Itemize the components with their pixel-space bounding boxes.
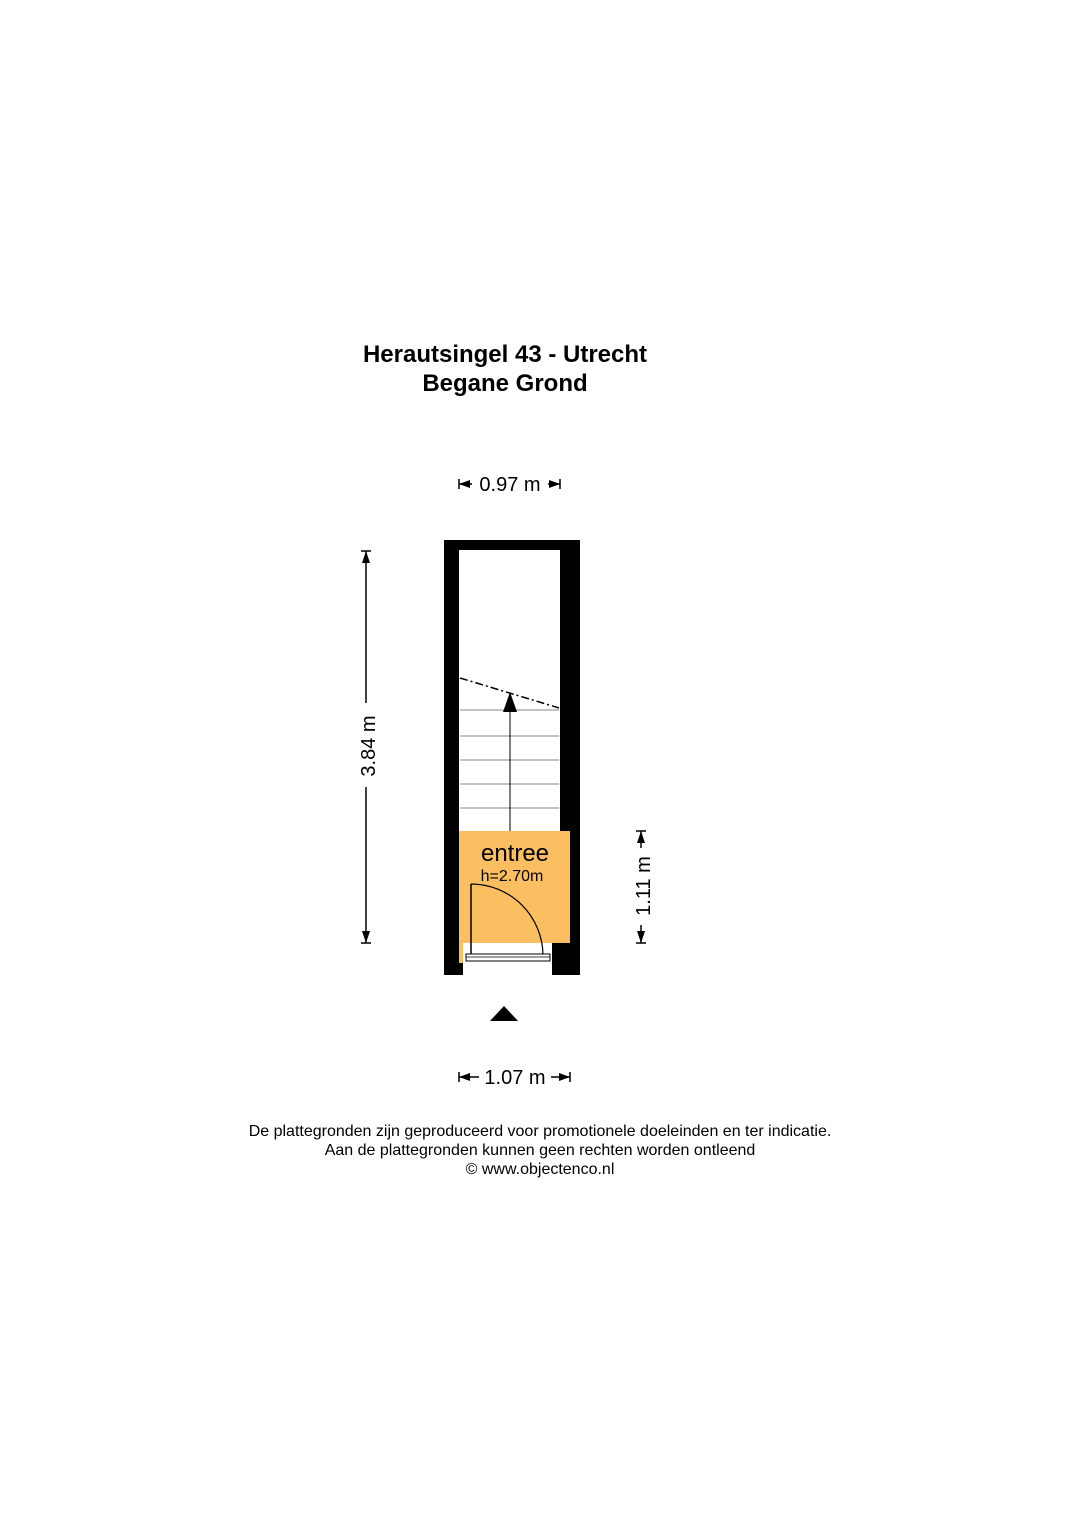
- disclaimer-line-1: De plattegronden zijn geproduceerd voor promotionele doeleinden en ter indicatie.: [248, 1123, 832, 1140]
- floor-name: Begane Grond: [422, 370, 588, 397]
- disclaimer-line-2: Aan de plattegronden kunnen geen rechten worden ontleend: [324, 1142, 756, 1159]
- copyright: © www.objectenco.nl: [465, 1161, 615, 1178]
- plan-title: Herautsingel 43 - Utrecht: [362, 341, 648, 368]
- dimension-left-label: 3.84 m: [358, 715, 380, 777]
- disclaimer: [140, 1122, 940, 1179]
- dimension-bottom-width: [459, 1067, 570, 1089]
- dimension-left-height: [358, 551, 380, 943]
- entrance-triangle-icon: [490, 1006, 518, 1021]
- dimension-bottom-label: 1.07 m: [484, 1067, 546, 1089]
- dimension-right-height: [633, 831, 655, 943]
- room-name: entree: [480, 840, 550, 867]
- dimension-top-label: 0.97 m: [479, 474, 541, 496]
- walls: [444, 540, 580, 975]
- room-height: h=2.70m: [480, 868, 544, 885]
- dimension-top-width: [459, 474, 560, 496]
- dimension-right-label: 1.11 m: [633, 856, 655, 916]
